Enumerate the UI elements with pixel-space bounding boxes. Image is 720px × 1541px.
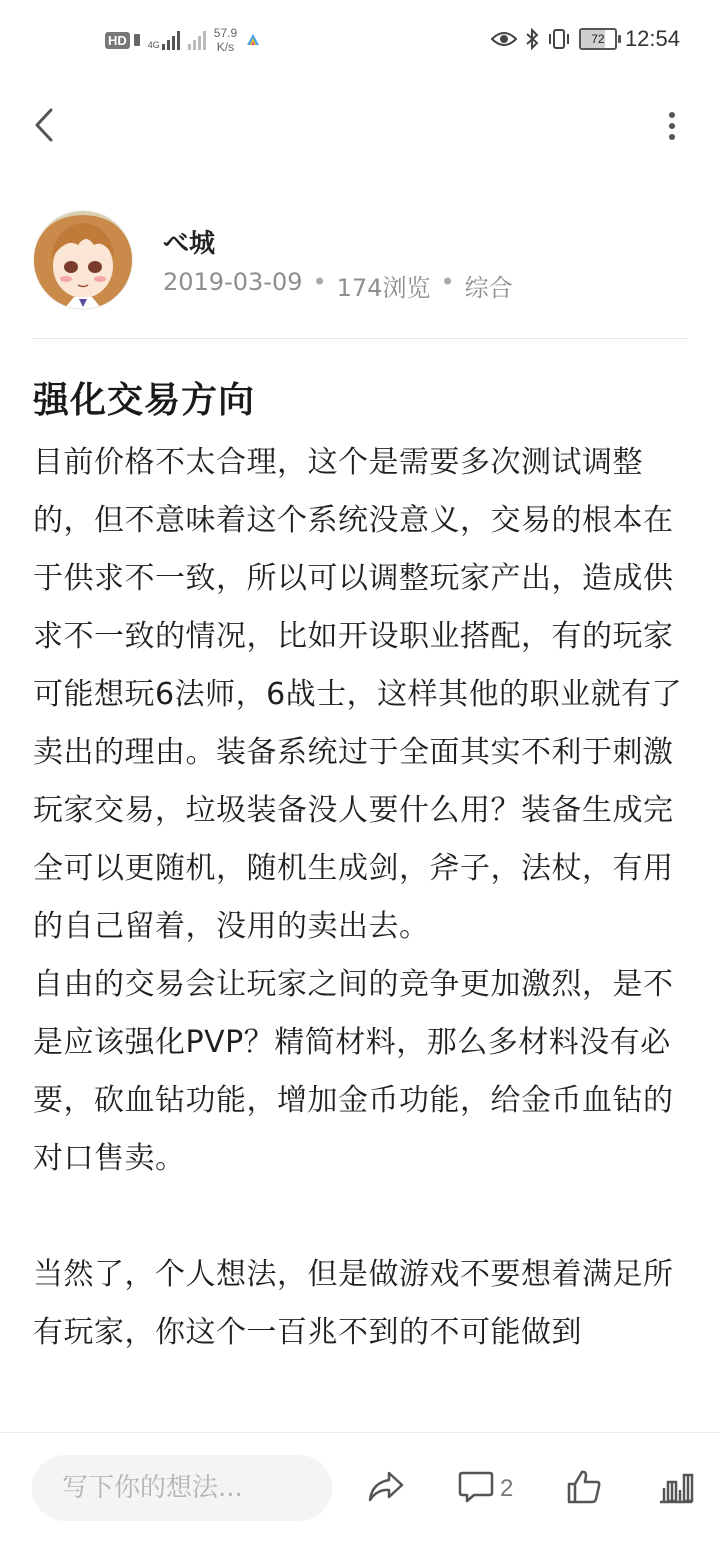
post-meta [163, 268, 513, 303]
more-vertical-icon [668, 111, 676, 141]
hd-badge: HD [105, 32, 130, 49]
post-paragraph: 当然了，个人想法，但是做游戏不要想着满足所有玩家，你这个一百兆不到的不可能做到 [33, 1257, 674, 1350]
chevron-left-icon [33, 107, 55, 143]
more-options-button[interactable] [660, 108, 684, 144]
share-icon [367, 1470, 405, 1504]
network-speed [214, 26, 237, 54]
battery-level: 72 [591, 32, 605, 46]
post-paragraph: 目前价格不太合理，这个是需要多次测试调整的，但不意味着这个系统没意义，交易的根本在于供求不一致，所以可以调整玩家产出，造成供求不一致的情况，比如开设职业搭配，有的玩家可能想玩6法师，6战士，这样其他的职业就有了卖出的理由。装备系统过于全面其实不利于刺激玩家交易，垃圾装备没人要什么用？装备生成完全可以更随机，随机生成剑，斧子，法杖，有用的自己留着，没用的卖出去。 [33, 445, 683, 944]
clock: 12:54 [624, 26, 680, 51]
thumbs-up-icon [566, 1469, 602, 1505]
bottom-action-bar [0, 1432, 720, 1541]
post-title: 强化交易方向 [33, 380, 256, 421]
status-bar [0, 0, 720, 84]
status-bar-right [491, 26, 680, 52]
author-name[interactable]: べ城 [163, 229, 216, 259]
network-speed-unit: K/s [216, 40, 235, 54]
app-notification-icon [245, 32, 261, 48]
meta-separator: • [312, 268, 327, 296]
meta-separator: • [440, 268, 455, 296]
comment-button[interactable] [456, 1467, 496, 1507]
comment-count: 2 [500, 1475, 514, 1502]
comment-icon [458, 1470, 494, 1504]
post-body [33, 434, 683, 1362]
network-speed-value: 57.9 [213, 26, 238, 40]
cellular-signal-2-icon [188, 30, 206, 50]
like-button[interactable] [564, 1467, 604, 1507]
post-date: 2019-03-09 [163, 268, 303, 296]
stats-button[interactable] [656, 1467, 696, 1507]
comment-input[interactable] [32, 1455, 332, 1521]
back-button[interactable] [24, 100, 64, 150]
eye-comfort-icon [491, 30, 517, 48]
divider [33, 338, 688, 339]
paragraph-spacer [33, 1188, 683, 1246]
view-count: 174浏览 [336, 274, 431, 302]
bar-chart-icon [658, 1470, 694, 1504]
network-type-label: 4G [147, 40, 160, 50]
battery-icon [579, 28, 617, 50]
sim-icon [134, 34, 140, 46]
cellular-signal-icon [148, 30, 180, 50]
author-avatar[interactable] [33, 210, 133, 310]
vibrate-icon [547, 28, 571, 50]
post-paragraph: 自由的交易会让玩家之间的竞争更加激烈，是不是应该强化PVP？精简材料，那么多材料没有必要，砍血钻功能，增加金币功能，给金币血钻的对口售卖。 [33, 967, 674, 1176]
bluetooth-icon [525, 28, 539, 50]
post-category[interactable]: 综合 [464, 274, 513, 302]
share-button[interactable] [366, 1467, 406, 1507]
status-bar-left [105, 26, 261, 54]
anime-avatar-image [34, 211, 132, 309]
